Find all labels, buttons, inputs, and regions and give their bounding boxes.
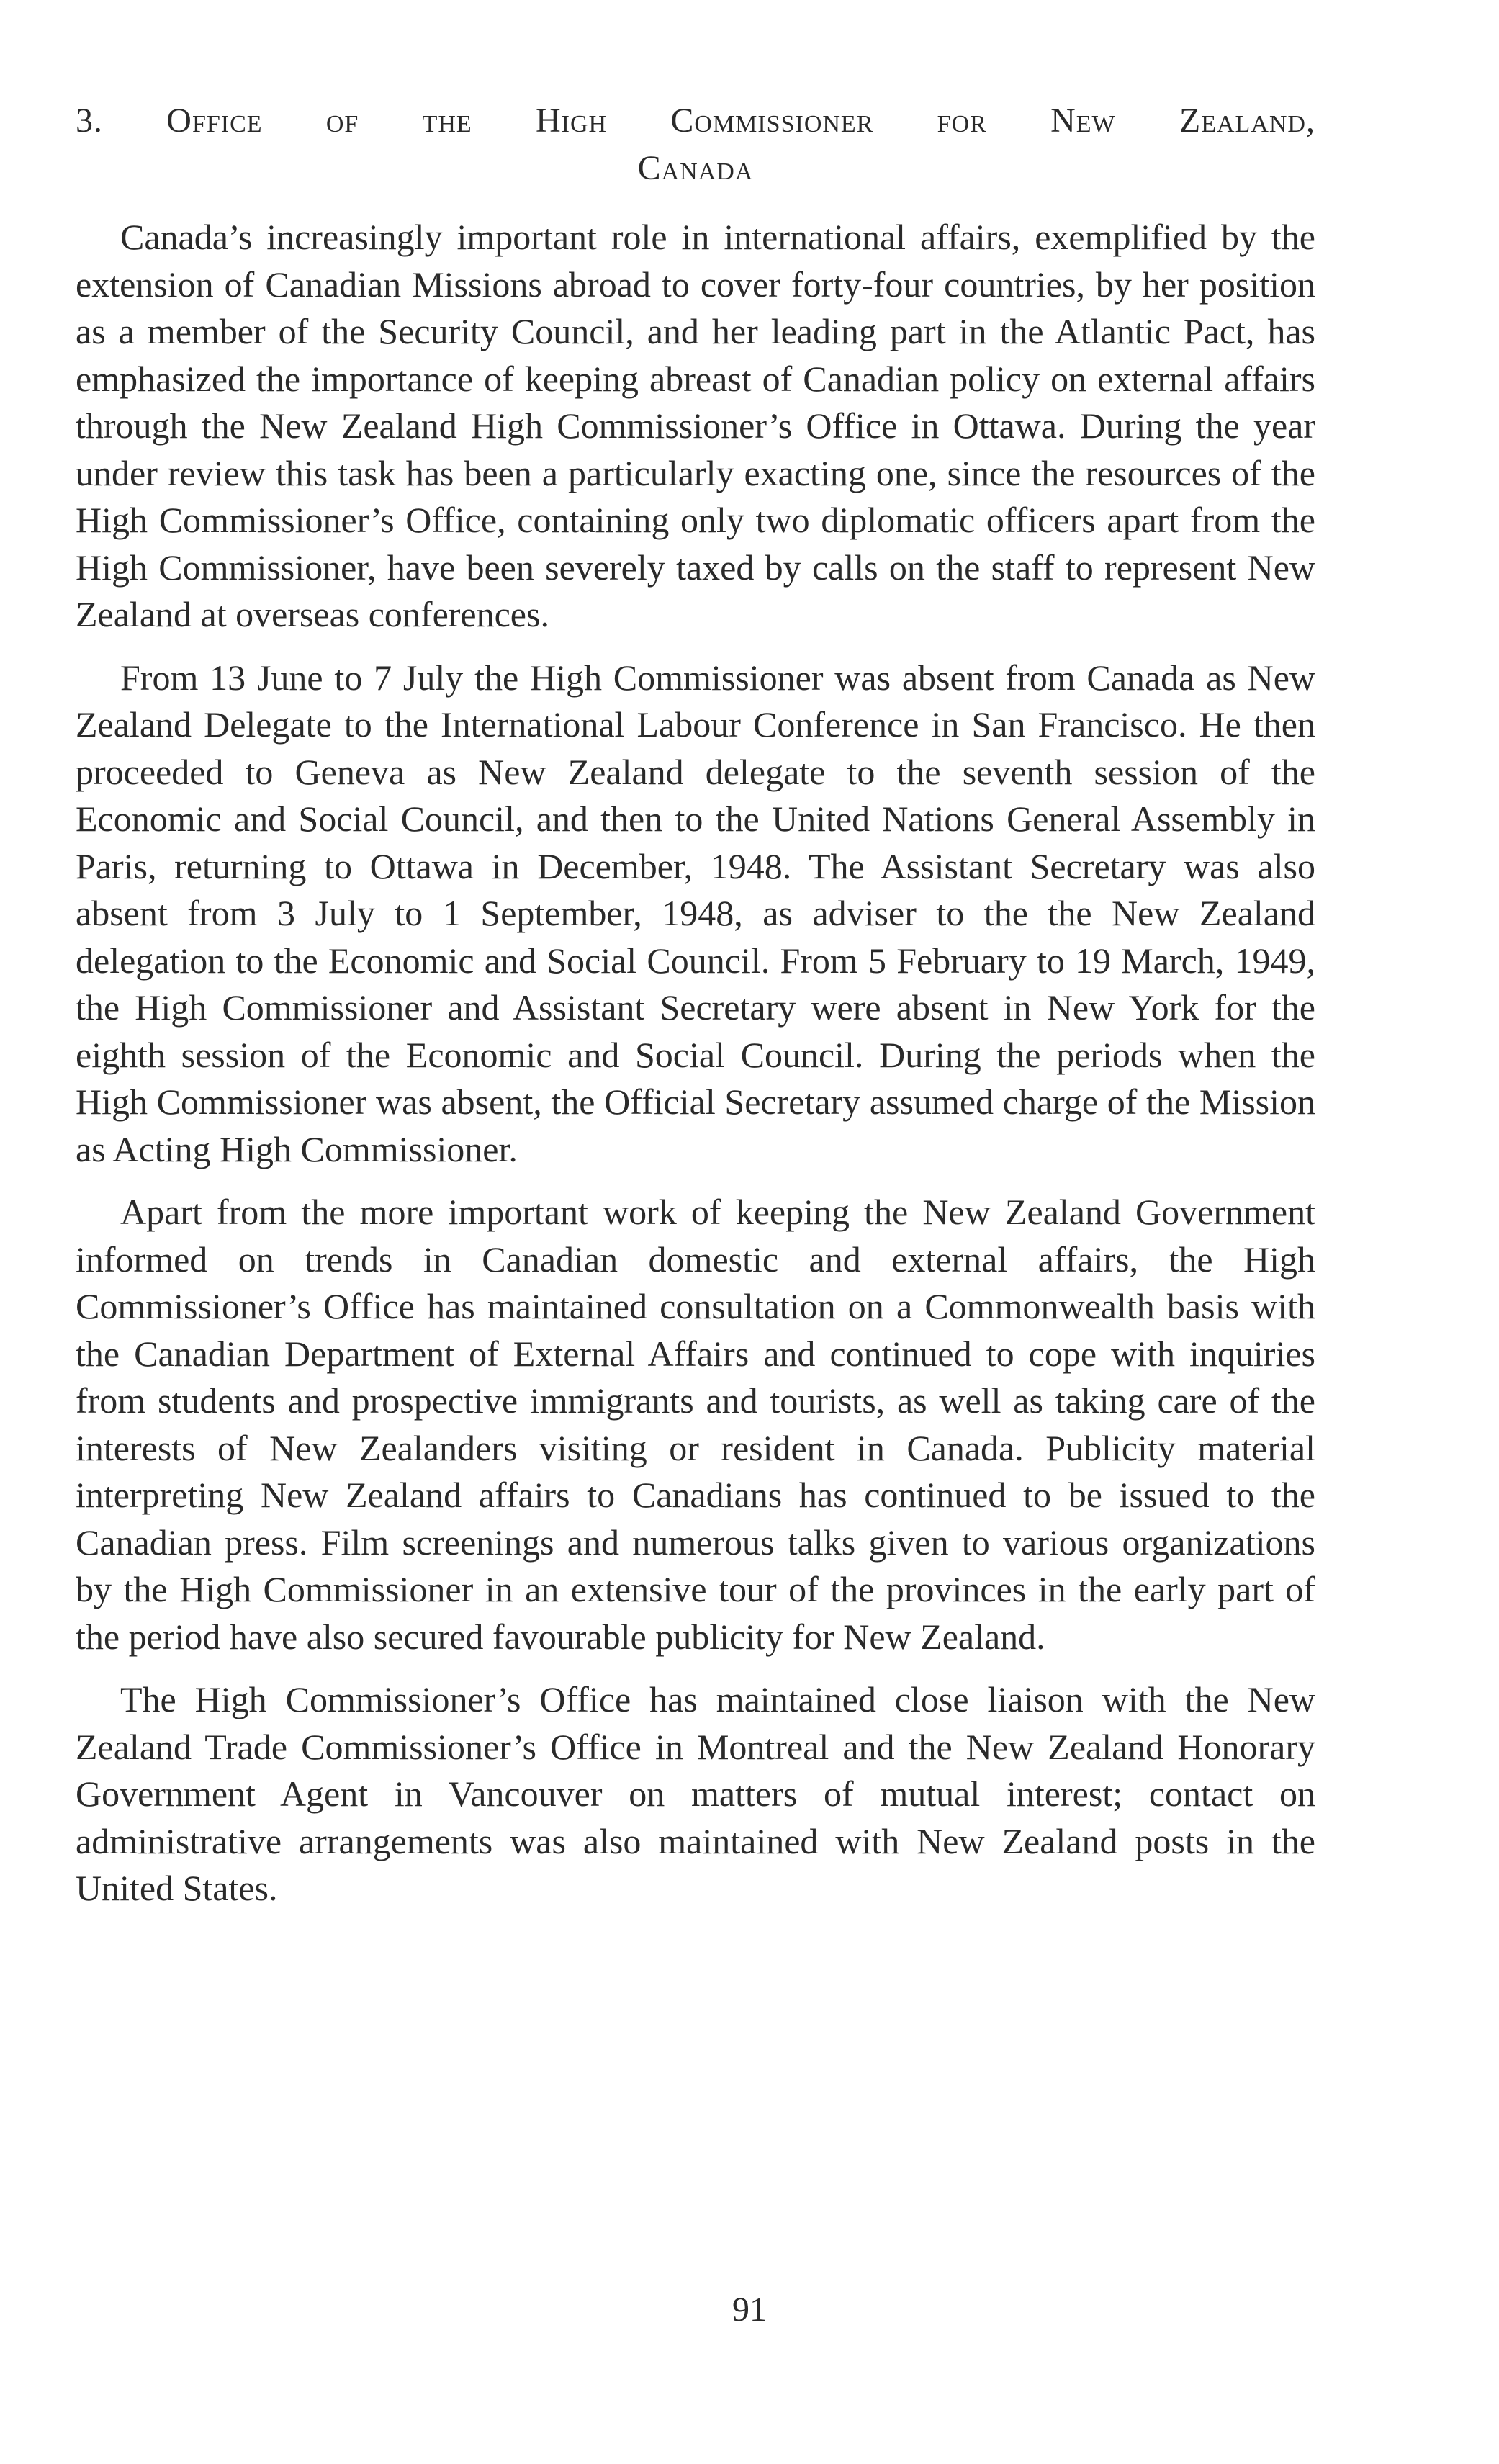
paragraph-2: From 13 June to 7 July the High Commissioner was absent from Canada as New Zealand Delegate to the International Labour Conference in San Francisco. He then proceeded to Geneva as New Zealand delegate to the seventh session of the Economic and Social Council, and then to the United Nations General Assembly in Paris, returning to Ottawa in December, 1948. The Assistant Secretary was also absent from 3 July to 1 September, 1948, as adviser to the the New Zealand delegation to the Economic and Social Council. From 5 February to 19 March, 1949, the High Commissioner and Assistant Secretary were absent in New York for the eighth session of the Economic and Social Council. During the periods when the High Commissioner was absent, the Official Secretary assumed charge of the Mission as Acting High Commissioner. xyxy=(76,657,1315,1169)
heading-word: New xyxy=(1050,102,1116,140)
paragraph-1: Canada’s increasingly important role in international affairs, exemplified by the extension of Canadian Missions abroad to cover forty-four countries, by her position as a member of the Security Council, and her leading part in the Atlantic Pact, has emphasized the importance of keeping abreast of Canadian policy on external affairs through the New Zealand High Commissioner’s Office in Ottawa. During the year under review this task has been a particularly exacting one, since the resources of the High Commissioner’s Office, containing only two diplomatic officers apart from the High Commissioner, have been severely taxed by calls on the staff to represent New Zealand at overseas conferences. xyxy=(76,217,1315,634)
heading-word: Zealand, xyxy=(1179,102,1315,140)
page-number: 91 xyxy=(732,2290,767,2329)
paragraph-3: Apart from the more important work of keeping the New Zealand Government informed on trends in Canadian domestic and external affairs, the High Commissioner’s Office has maintained consultation on a Commonwealth basis with the Canadian Department of External Affairs and continued to cope with inquiries from students and prospective immigrants and tourists, as well as taking care of the interests of New Zealanders visiting or resident in Canada. Publicity material interpreting New Zealand affairs to Canadians has continued to be issued to the Canadian press. Film screenings and numerous talks given to various organizations by the High Commissioner in an extensive tour of the provinces in the early part of the period have also secured favourable publicity for New Zealand. xyxy=(76,1192,1315,1657)
body-text xyxy=(76,214,1315,1912)
section-heading xyxy=(76,97,1315,192)
heading-word: Commissioner xyxy=(670,102,874,140)
heading-word: Office xyxy=(166,102,263,140)
heading-word: High xyxy=(535,102,608,140)
section-heading-line-2: Canada xyxy=(637,149,754,187)
section-heading-line-1 xyxy=(76,97,1315,145)
paragraph-4: The High Commissioner’s Office has maintained close liaison with the New Zealand Trade Commissioner’s Office in Montreal and the New Zealand Honorary Government Agent in Vancouver on matters of mutual interest; contact on administrative arrangements was also maintained with New Zealand posts in the United States. xyxy=(76,1679,1315,1908)
document-page xyxy=(76,97,1315,1912)
heading-word: of xyxy=(325,102,359,140)
heading-word: for xyxy=(937,102,987,140)
section-number: 3. xyxy=(76,102,103,140)
heading-word: the xyxy=(422,102,472,140)
